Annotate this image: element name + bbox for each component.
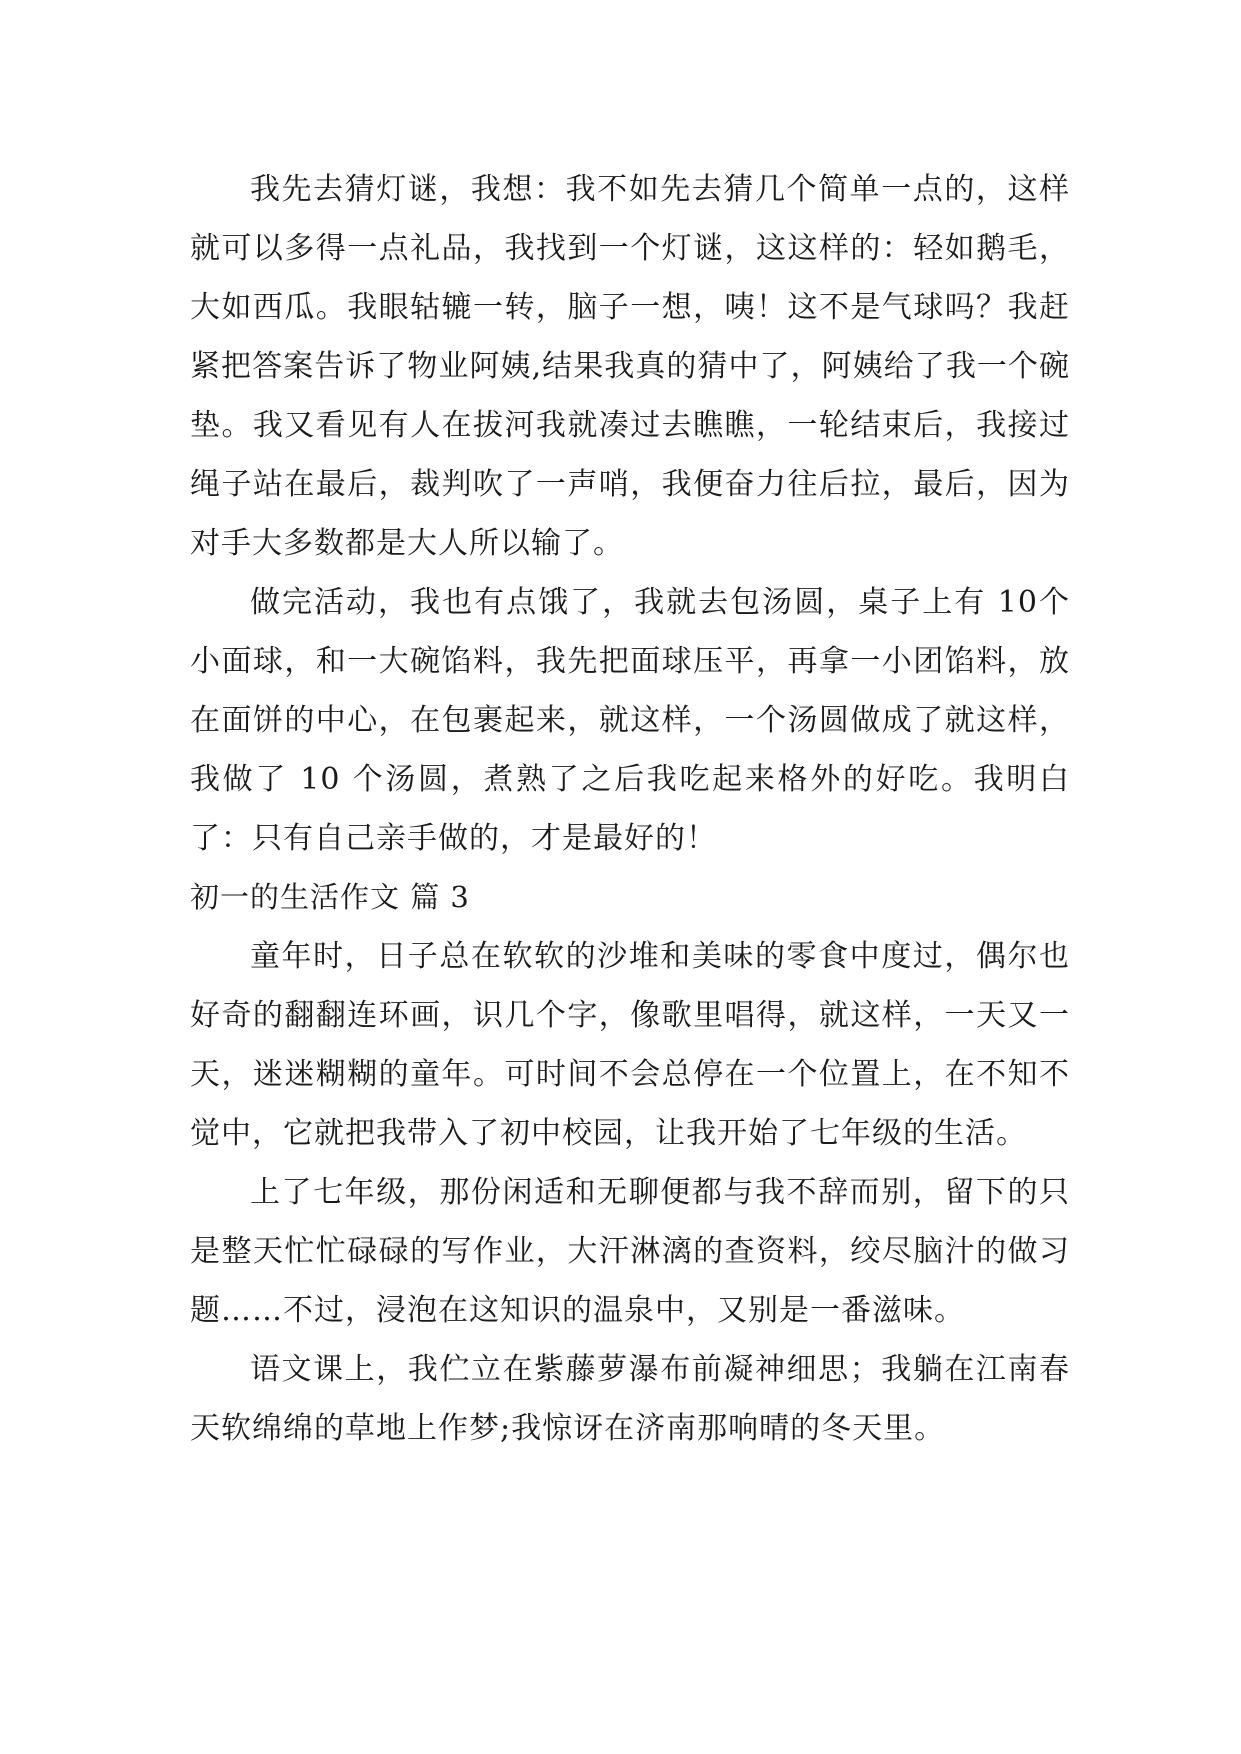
section-heading: 初一的生活作文 篇 3 — [190, 880, 470, 914]
paragraph-lantern-riddle: 我先去猜灯谜，我想：我不如先去猜几个简单一点的，这样就可以多得一点礼品，我找到一个灯谜，这这样的：轻如鹅毛，大如西瓜。我眼轱辘一转，脑子一想，咦！这不是气球吗？我赶紧把答案告诉了物业阿姨,结果我真的猜中了，阿姨给了我一个碗垫。我又看见有人在拔河我就凑过去瞧瞧，一轮结束后，我接过绳子站在最后，裁判吹了一声哨，我便奋力往后拉，最后，因为对手大多数都是大人所以输了。 — [190, 172, 1070, 561]
paragraph-tangyuan: 做完活动，我也有点饿了，我就去包汤圆，桌子上有 10个小面球，和一大碗馅料，我先把面球压平，再拿一小团馅料，放在面饼的中心，在包裹起来，就这样，一个汤圆做成了就这样，我做了 10 个汤圆，煮熟了之后我吃起来格外的好吃。我明白了：只有自己亲手做的，才是最好的！ — [190, 585, 1070, 856]
paragraph-seventh-grade: 上了七年级，那份闲适和无聊便都与我不辞而别，留下的只是整天忙忙碌碌的写作业，大汗淋漓的查资料，绞尽脑汁的做习题……不过，浸泡在这知识的温泉中，又别是一番滋味。 — [190, 1175, 1070, 1328]
document-body — [190, 160, 1070, 1458]
paragraph-childhood: 童年时，日子总在软软的沙堆和美味的零食中度过，偶尔也好奇的翻翻连环画，识几个字，像歌里唱得，就这样，一天又一天，迷迷糊糊的童年。可时间不会总停在一个位置上，在不知不觉中，它就把我带入了初中校园，让我开始了七年级的生活。 — [190, 939, 1070, 1151]
paragraph-chinese-class: 语文课上，我伫立在紫藤萝瀑布前凝神细思；我躺在江南春天软绵绵的草地上作梦;我惊讶在济南那响晴的冬天里。 — [190, 1352, 1070, 1446]
